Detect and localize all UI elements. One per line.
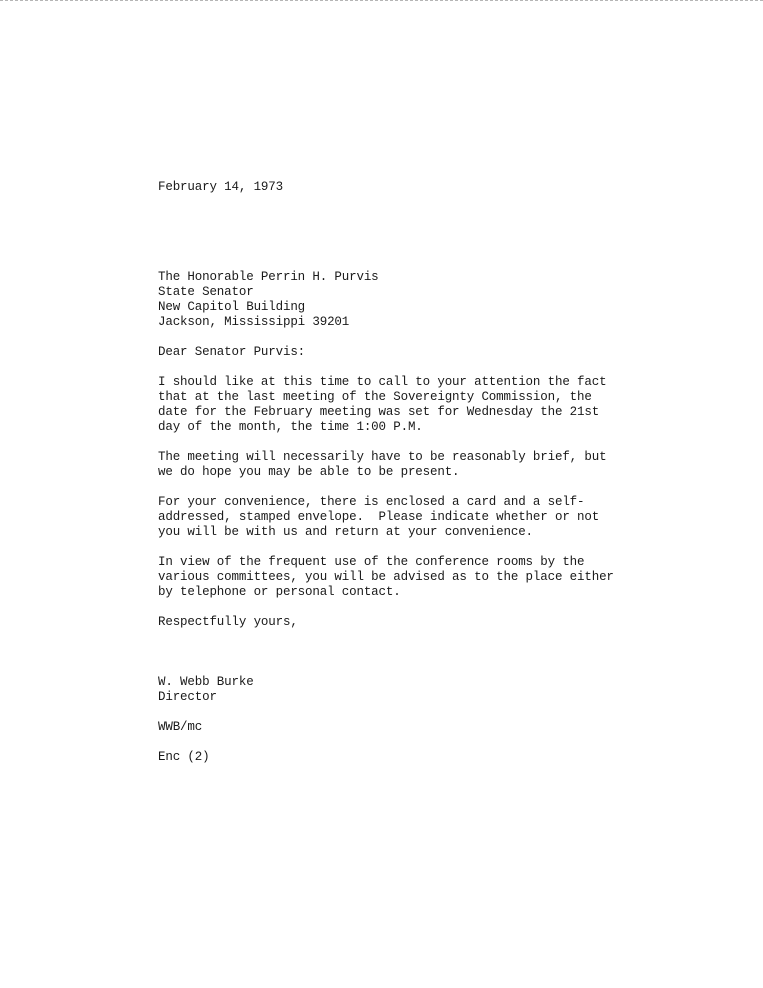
- complimentary-closing: Respectfully yours,: [158, 615, 298, 629]
- signer-name: W. Webb Burke: [158, 675, 254, 689]
- paragraph-line: date for the February meeting was set for Wednesday the 21st: [158, 405, 600, 419]
- signer-title: Director: [158, 690, 217, 704]
- paragraph-line: you will be with us and return at your convenience.: [158, 525, 533, 539]
- paragraph-line: The meeting will necessarily have to be reasonably brief, but: [158, 450, 607, 464]
- signature-block: [158, 675, 638, 705]
- paragraph-line: by telephone or personal contact.: [158, 585, 401, 599]
- paragraph-line: various committees, you will be advised as to the place either: [158, 570, 614, 584]
- paragraph-brief-meeting: [158, 450, 638, 480]
- paragraph-enclosure: [158, 495, 638, 540]
- paragraph-line: In view of the frequent use of the conference rooms by the: [158, 555, 585, 569]
- paragraph-line: day of the month, the time 1:00 P.M.: [158, 420, 423, 434]
- paragraph-meeting-date: [158, 375, 638, 435]
- letter-body: [158, 180, 638, 765]
- paragraph-line: I should like at this time to call to your attention the fact: [158, 375, 607, 389]
- paragraph-line: addressed, stamped envelope. Please indicate whether or not: [158, 510, 600, 524]
- paragraph-line: For your convenience, there is enclosed a card and a self-: [158, 495, 585, 509]
- salutation: Dear Senator Purvis:: [158, 345, 306, 359]
- letter-date: February 14, 1973: [158, 180, 283, 194]
- address-line: The Honorable Perrin H. Purvis: [158, 270, 379, 284]
- paragraph-conference-rooms: [158, 555, 638, 600]
- paragraph-line: we do hope you may be able to be present.: [158, 465, 460, 479]
- recipient-address-block: [158, 270, 638, 330]
- enclosure-notation: Enc (2): [158, 750, 210, 764]
- reference-initials: WWB/mc: [158, 720, 203, 734]
- page-top-edge: [0, 0, 763, 1]
- address-line: New Capitol Building: [158, 300, 306, 314]
- paragraph-line: that at the last meeting of the Sovereignty Commission, the: [158, 390, 592, 404]
- address-line: State Senator: [158, 285, 254, 299]
- address-line: Jackson, Mississippi 39201: [158, 315, 350, 329]
